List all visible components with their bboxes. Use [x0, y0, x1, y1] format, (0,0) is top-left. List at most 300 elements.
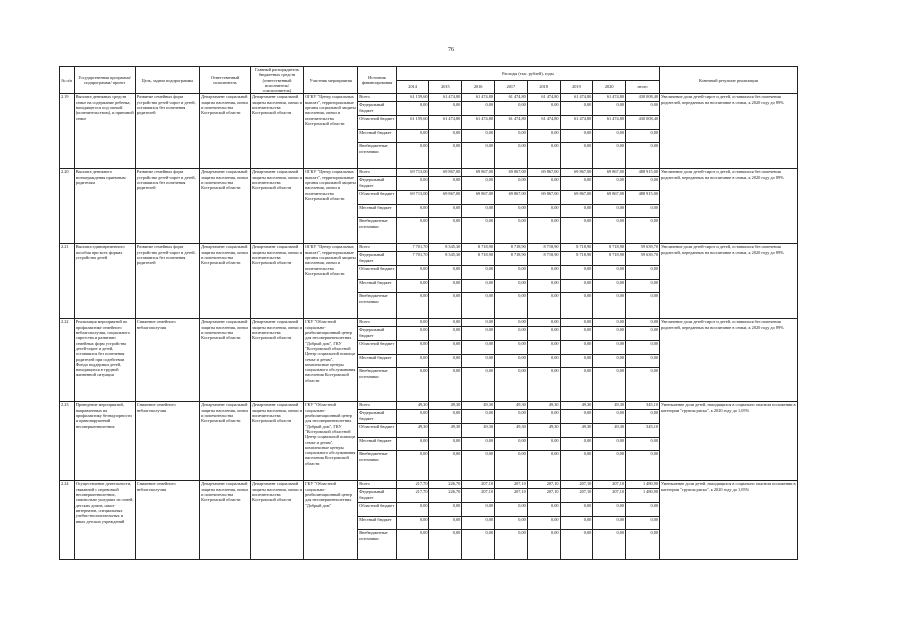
row-value: 49,30 — [396, 424, 429, 438]
row-value: 0,00 — [560, 517, 593, 530]
row-value: 0,00 — [560, 503, 593, 517]
row-value: 0,00 — [495, 280, 528, 293]
row-value: 0,00 — [593, 177, 626, 191]
row-value: 49,30 — [462, 402, 495, 410]
row-value: 7 701,70 — [396, 252, 429, 266]
row-value: 0,00 — [560, 319, 593, 327]
row-value: 0,00 — [462, 205, 495, 218]
row-value: 430 008,40 — [626, 94, 660, 102]
row-value: 0,00 — [462, 451, 495, 481]
row-value: 0,00 — [560, 451, 593, 481]
row-value: 207,10 — [560, 489, 593, 503]
row-value: 0,00 — [560, 368, 593, 402]
row-value: 0,00 — [462, 327, 495, 341]
row-source: Внебюджетные источники — [358, 293, 396, 319]
row-goal: Снижение семейного неблагополучия — [135, 481, 199, 560]
row-value: 8 718,90 — [560, 244, 593, 252]
header-year: 2019 — [560, 80, 593, 94]
row-value: 0,00 — [560, 102, 593, 116]
row-value: 226,70 — [429, 489, 462, 503]
row-value: 0,00 — [527, 102, 560, 116]
row-value: 0,00 — [396, 266, 429, 280]
row-source: Областной бюджет — [358, 503, 396, 517]
row-number: 2.22 — [60, 319, 75, 402]
row-value: 0,00 — [560, 327, 593, 341]
row-value: 0,00 — [429, 293, 462, 319]
row-result: Уменьшение доли детей, находящихся в социально опасном положении в категории "группы риска", к 2020 году до 1,05% — [660, 481, 798, 560]
row-source: Местный бюджет — [358, 355, 396, 368]
row-value: 8 718,90 — [462, 244, 495, 252]
row-value: 0,00 — [593, 368, 626, 402]
row-value: 0,00 — [462, 438, 495, 451]
row-value: 0,00 — [626, 341, 660, 355]
row-value: 8 718,90 — [527, 252, 560, 266]
row-source: Внебюджетные источники — [358, 218, 396, 244]
row-value: 0,00 — [396, 177, 429, 191]
row-value: 61 474,80 — [560, 116, 593, 130]
row-value: 0,00 — [462, 143, 495, 169]
row-value: 0,00 — [593, 451, 626, 481]
row-value: 0,00 — [462, 266, 495, 280]
row-value: 0,00 — [495, 319, 528, 327]
row-value: 217,70 — [396, 489, 429, 503]
row-value: 488 915,00 — [626, 191, 660, 205]
row-value: 59 639,70 — [626, 244, 660, 252]
row-value: 345,10 — [626, 402, 660, 410]
row-value: 0,00 — [527, 451, 560, 481]
header-goal: Цель, задачи подпрограммы — [135, 67, 199, 94]
row-number: 2.24 — [60, 481, 75, 560]
row-value: 61 474,80 — [462, 94, 495, 102]
row-value: 61 474,80 — [560, 94, 593, 102]
row-responsible: Департамент социальной защиты населения, опеки и попечительства Костромской области — [200, 319, 251, 402]
row-value: 0,00 — [495, 355, 528, 368]
row-value: 0,00 — [495, 451, 528, 481]
row-value: 8 718,90 — [527, 244, 560, 252]
row-value: 0,00 — [527, 293, 560, 319]
row-value: 0,00 — [429, 177, 462, 191]
row-value: 0,00 — [593, 517, 626, 530]
row-value: 69 867,00 — [429, 169, 462, 177]
row-source: Внебюджетные источники — [358, 530, 396, 560]
row-value: 0,00 — [593, 293, 626, 319]
row-number: 2.19 — [60, 94, 75, 169]
row-source: Всего — [358, 402, 396, 410]
row-value: 0,00 — [396, 517, 429, 530]
header-responsible: Ответственный исполнитель — [200, 67, 251, 94]
row-program: Выплата денежного вознаграждения приемным родителям — [74, 169, 135, 244]
row-value: 0,00 — [527, 517, 560, 530]
row-value: 0,00 — [396, 327, 429, 341]
row-value: 0,00 — [429, 102, 462, 116]
row-value: 0,00 — [593, 327, 626, 341]
row-value: 61 474,80 — [495, 94, 528, 102]
row-value: 0,00 — [495, 266, 528, 280]
header-program: Государственная программа/подпрограмма/ проект — [74, 67, 135, 94]
table-row — [60, 169, 798, 177]
row-participants: ОГКУ "Центр социальных выплат", территориальные органы социальной защиты населения, опеки и попечительства Костромской области — [304, 169, 358, 244]
row-value: 0,00 — [462, 218, 495, 244]
row-value: 0,00 — [495, 218, 528, 244]
header-num: № п/п — [60, 67, 75, 94]
row-number: 2.23 — [60, 402, 75, 481]
row-source: Областной бюджет — [358, 266, 396, 280]
row-value: 0,00 — [593, 143, 626, 169]
row-value: 0,00 — [593, 319, 626, 327]
row-value: 0,00 — [462, 517, 495, 530]
row-value: 69 867,00 — [527, 169, 560, 177]
row-value: 0,00 — [527, 327, 560, 341]
row-value: 0,00 — [462, 177, 495, 191]
row-value: 49,30 — [396, 402, 429, 410]
row-value: 69 867,00 — [495, 191, 528, 205]
row-value: 8 718,90 — [560, 252, 593, 266]
row-result: Уменьшение доли детей, находящихся в социально опасном положении в категории "группы риска", к 2020 году до 1,05% — [660, 402, 798, 481]
row-value: 0,00 — [527, 355, 560, 368]
row-value: 0,00 — [626, 327, 660, 341]
row-value: 0,00 — [560, 280, 593, 293]
row-number: 2.20 — [60, 169, 75, 244]
row-value: 0,00 — [626, 355, 660, 368]
row-source: Внебюджетные источники — [358, 143, 396, 169]
row-value: 0,00 — [527, 205, 560, 218]
row-value: 61 159,60 — [396, 94, 429, 102]
header-manager: Главный распорядитель бюджетных средств (ответственный исполнитель/соисполнитель) — [250, 67, 303, 94]
row-value: 0,00 — [462, 102, 495, 116]
row-value: 0,00 — [495, 530, 528, 560]
row-source: Всего — [358, 319, 396, 327]
row-value: 0,00 — [626, 266, 660, 280]
table-row — [60, 319, 798, 327]
row-source: Федеральный бюджет — [358, 252, 396, 266]
row-value: 0,00 — [626, 177, 660, 191]
row-value: 8 718,90 — [593, 252, 626, 266]
row-value: 0,00 — [429, 280, 462, 293]
row-value: 0,00 — [626, 410, 660, 424]
row-value: 0,00 — [429, 327, 462, 341]
row-value: 0,00 — [462, 280, 495, 293]
row-value: 0,00 — [527, 143, 560, 169]
row-participants: ГКУ "Областной социально-реабилитационный центр для несовершеннолетних "Добрый дом", ГКУ "Костромской областной Центр социальной помощи семье и детям", комплексные центры социального обслуживания населения Костромской области — [304, 319, 358, 402]
page-number: 76 — [448, 47, 454, 53]
header-year: 2020 — [593, 80, 626, 94]
row-source: Всего — [358, 169, 396, 177]
row-value: 488 915,00 — [626, 169, 660, 177]
row-manager: Департамент социальной защиты населения, опеки и попечительства Костромской области — [250, 169, 303, 244]
row-result: Увеличение доли детей-сирот и детей, оставшихся без попечения родителей, переданных на воспитание в семьи, к 2020 году до 89% — [660, 244, 798, 319]
row-value: 0,00 — [527, 503, 560, 517]
row-value: 0,00 — [527, 280, 560, 293]
row-value: 0,00 — [462, 293, 495, 319]
row-value: 7 701,70 — [396, 244, 429, 252]
row-goal: Развитие семейных форм устройства детей-сирот и детей, оставшихся без попечения родителей — [135, 169, 199, 244]
row-value: 0,00 — [626, 293, 660, 319]
row-value: 207,10 — [462, 489, 495, 503]
row-value: 0,00 — [396, 438, 429, 451]
row-value: 49,30 — [527, 402, 560, 410]
row-value: 69 867,00 — [495, 169, 528, 177]
row-value: 0,00 — [593, 530, 626, 560]
row-value: 207,10 — [462, 481, 495, 489]
row-value: 49,30 — [560, 402, 593, 410]
row-value: 0,00 — [495, 327, 528, 341]
row-value: 0,00 — [396, 280, 429, 293]
row-value: 0,00 — [593, 102, 626, 116]
row-value: 0,00 — [626, 368, 660, 402]
row-value: 0,00 — [429, 517, 462, 530]
row-value: 0,00 — [495, 410, 528, 424]
row-value: 0,00 — [527, 368, 560, 402]
row-number: 2.21 — [60, 244, 75, 319]
row-responsible: Департамент социальной защиты населения, опеки и попечительства Костромской области — [200, 94, 251, 169]
header-year: 2015 — [429, 80, 462, 94]
row-value: 0,00 — [495, 130, 528, 143]
row-responsible: Департамент социальной защиты населения, опеки и попечительства Костромской области — [200, 169, 251, 244]
row-value: 59 639,70 — [626, 252, 660, 266]
row-value: 207,10 — [495, 489, 528, 503]
row-value: 0,00 — [626, 503, 660, 517]
row-value: 69 867,00 — [560, 191, 593, 205]
row-source: Федеральный бюджет — [358, 102, 396, 116]
row-source: Федеральный бюджет — [358, 410, 396, 424]
header-year: 2016 — [462, 80, 495, 94]
row-value: 49,30 — [495, 424, 528, 438]
row-value: 0,00 — [560, 293, 593, 319]
row-value: 61 474,80 — [462, 116, 495, 130]
row-value: 207,10 — [527, 481, 560, 489]
row-value: 0,00 — [429, 319, 462, 327]
row-value: 0,00 — [527, 319, 560, 327]
row-value: 0,00 — [560, 177, 593, 191]
row-value: 0,00 — [626, 451, 660, 481]
row-value: 0,00 — [593, 438, 626, 451]
row-value: 0,00 — [396, 102, 429, 116]
row-participants: ГКУ "Областной социально-реабилитационный центр для несовершеннолетних "Добрый дом" — [304, 481, 358, 560]
row-value: 8 718,90 — [495, 244, 528, 252]
row-value: 0,00 — [495, 143, 528, 169]
row-value: 0,00 — [495, 517, 528, 530]
row-value: 0,00 — [429, 438, 462, 451]
row-source: Федеральный бюджет — [358, 327, 396, 341]
row-source: Всего — [358, 94, 396, 102]
row-value: 0,00 — [593, 355, 626, 368]
row-responsible: Департамент социальной защиты населения, опеки и попечительства Костромской области — [200, 481, 251, 560]
row-program: Выплата денежных средств семье на содержание ребенка, находящегося под опекой (попечительством), и приемной семье — [74, 94, 135, 169]
row-value: 49,30 — [429, 424, 462, 438]
row-manager: Департамент социальной защиты населения, опеки и попечительства Костромской области — [250, 402, 303, 481]
row-goal: Снижение семейного неблагополучия — [135, 319, 199, 402]
row-value: 0,00 — [396, 341, 429, 355]
row-value: 0,00 — [429, 368, 462, 402]
row-value: 0,00 — [462, 368, 495, 402]
row-program: Реализация мероприятий по профилактике семейного неблагополучия, социального сиротства и развитию семейных форм устройства детей-сирот и детей, оставшихся без попечения родителей при содействии Фонда поддержки детей, находящихся в трудной жизненной ситуации — [74, 319, 135, 402]
row-value: 0,00 — [429, 205, 462, 218]
row-value: 69 867,00 — [560, 169, 593, 177]
table-body — [60, 94, 798, 560]
row-program: Проведение мероприятий, направленных на профилактику безнадзорности и правонарушений несовершеннолетних — [74, 402, 135, 481]
row-source: Местный бюджет — [358, 205, 396, 218]
header-source: Источник финансирования — [358, 67, 396, 94]
row-value: 0,00 — [626, 517, 660, 530]
row-value: 61 474,80 — [593, 94, 626, 102]
row-value: 0,00 — [429, 410, 462, 424]
row-goal: Развитие семейных форм устройства детей-сирот и детей, оставшихся без попечения родителей — [135, 94, 199, 169]
row-value: 49,30 — [495, 402, 528, 410]
row-source: Местный бюджет — [358, 280, 396, 293]
row-value: 0,00 — [527, 341, 560, 355]
row-value: 0,00 — [429, 266, 462, 280]
row-value: 0,00 — [429, 355, 462, 368]
row-value: 0,00 — [560, 341, 593, 355]
row-value: 0,00 — [495, 368, 528, 402]
row-manager: Департамент социальной защиты населения, опеки и попечительства Костромской области — [250, 244, 303, 319]
row-value: 0,00 — [462, 530, 495, 560]
row-value: 0,00 — [560, 266, 593, 280]
row-value: 0,00 — [396, 503, 429, 517]
row-value: 49,30 — [560, 424, 593, 438]
row-value: 69 867,00 — [593, 169, 626, 177]
row-value: 0,00 — [495, 102, 528, 116]
program-table — [59, 66, 798, 560]
row-value: 61 474,80 — [429, 116, 462, 130]
row-value: 61 159,60 — [396, 116, 429, 130]
row-value: 0,00 — [560, 438, 593, 451]
row-value: 61 474,80 — [527, 116, 560, 130]
row-value: 430 008,40 — [626, 116, 660, 130]
table-row — [60, 481, 798, 489]
row-value: 1 480,90 — [626, 481, 660, 489]
row-source: Областной бюджет — [358, 116, 396, 130]
row-value: 0,00 — [527, 130, 560, 143]
row-value: 8 718,90 — [495, 252, 528, 266]
table-row — [60, 402, 798, 410]
row-value: 0,00 — [495, 293, 528, 319]
row-value: 69 867,00 — [462, 169, 495, 177]
row-value: 0,00 — [626, 218, 660, 244]
row-value: 8 345,30 — [429, 252, 462, 266]
row-value: 0,00 — [560, 205, 593, 218]
row-goal: Развитие семейных форм устройства детей-сирот и детей, оставшихся без попечения родителей — [135, 244, 199, 319]
table-row — [60, 94, 798, 102]
row-value: 345,10 — [626, 424, 660, 438]
row-participants: ГКУ "Областной социально-реабилитационный центр для несовершеннолетних "Добрый дом", ГКУ "Костромской областной Центр социальной помощи семье и детям", комплексные центры социального обслуживания населения Костромской области — [304, 402, 358, 481]
row-source: Внебюджетные источники — [358, 368, 396, 402]
row-value: 0,00 — [626, 205, 660, 218]
row-program: Выплата единовременного пособия при всех формах устройства детей — [74, 244, 135, 319]
row-value: 0,00 — [396, 368, 429, 402]
row-value: 0,00 — [626, 319, 660, 327]
row-value: 207,10 — [560, 481, 593, 489]
row-value: 69 867,00 — [527, 191, 560, 205]
header-year: 2018 — [527, 80, 560, 94]
row-value: 0,00 — [396, 451, 429, 481]
row-source: Областной бюджет — [358, 191, 396, 205]
row-value: 0,00 — [560, 410, 593, 424]
row-value: 0,00 — [462, 341, 495, 355]
row-value: 226,70 — [429, 481, 462, 489]
row-program: Осуществление деятельности, связанной с перевозкой несовершеннолетних, самовольно ушедших из семей, детских домов, школ-интернатов, специальных учебно-воспитательных и иных детских учреждений — [74, 481, 135, 560]
row-value: 0,00 — [593, 280, 626, 293]
row-value: 0,00 — [593, 266, 626, 280]
row-value: 0,00 — [527, 218, 560, 244]
row-value: 61 474,80 — [495, 116, 528, 130]
row-value: 49,30 — [429, 402, 462, 410]
row-value: 1 480,90 — [626, 489, 660, 503]
row-value: 61 474,80 — [429, 94, 462, 102]
row-participants: ОГКУ "Центр социальных выплат", территориальные органы социальной защиты населения, опеки и попечительства Костромской области — [304, 94, 358, 169]
row-value: 0,00 — [593, 341, 626, 355]
table-header — [60, 67, 798, 94]
row-value: 0,00 — [560, 143, 593, 169]
header-year: 2017 — [495, 80, 528, 94]
row-value: 0,00 — [462, 503, 495, 517]
row-source: Всего — [358, 244, 396, 252]
row-manager: Департамент социальной защиты населения, опеки и попечительства Костромской области — [250, 94, 303, 169]
header-result: Конечный результат реализации — [660, 67, 798, 94]
row-value: 0,00 — [396, 293, 429, 319]
row-value: 69 867,00 — [429, 191, 462, 205]
row-value: 69 713,00 — [396, 191, 429, 205]
row-value: 0,00 — [429, 451, 462, 481]
row-source: Внебюджетные источники — [358, 451, 396, 481]
row-result: Увеличение доли детей-сирот и детей, оставшихся без попечения родителей, переданных на воспитание в семьи, к 2020 году до 89% — [660, 319, 798, 402]
row-value: 0,00 — [396, 530, 429, 560]
row-value: 0,00 — [626, 530, 660, 560]
row-value: 8 718,90 — [462, 252, 495, 266]
row-value: 0,00 — [462, 355, 495, 368]
row-value: 0,00 — [429, 341, 462, 355]
header-year: 2014 — [396, 80, 429, 94]
row-value: 0,00 — [429, 130, 462, 143]
row-value: 0,00 — [396, 410, 429, 424]
row-value: 0,00 — [560, 130, 593, 143]
row-value: 0,00 — [527, 438, 560, 451]
row-value: 49,30 — [462, 424, 495, 438]
row-value: 0,00 — [527, 177, 560, 191]
row-value: 207,10 — [593, 481, 626, 489]
row-value: 0,00 — [626, 280, 660, 293]
row-value: 0,00 — [462, 410, 495, 424]
row-value: 69 867,00 — [593, 191, 626, 205]
row-value: 0,00 — [429, 530, 462, 560]
row-value: 0,00 — [527, 530, 560, 560]
row-value: 0,00 — [429, 503, 462, 517]
row-value: 0,00 — [429, 218, 462, 244]
row-value: 0,00 — [396, 319, 429, 327]
row-value: 0,00 — [396, 355, 429, 368]
row-value: 207,10 — [593, 489, 626, 503]
row-value: 0,00 — [495, 177, 528, 191]
header-year: итого — [626, 80, 660, 94]
row-participants: ОГКУ "Центр социальных выплат", территориальные органы социальной защиты населения, опеки и попечительства Костромской области — [304, 244, 358, 319]
row-manager: Департамент социальной защиты населения, опеки и попечительства Костромской области — [250, 319, 303, 402]
row-value: 49,30 — [527, 424, 560, 438]
row-value: 0,00 — [593, 218, 626, 244]
row-value: 217,70 — [396, 481, 429, 489]
row-value: 0,00 — [527, 410, 560, 424]
row-value: 61 474,80 — [527, 94, 560, 102]
row-value: 0,00 — [527, 266, 560, 280]
row-value: 0,00 — [626, 130, 660, 143]
row-value: 0,00 — [626, 438, 660, 451]
row-value: 0,00 — [462, 130, 495, 143]
row-value: 0,00 — [560, 530, 593, 560]
row-value: 0,00 — [495, 205, 528, 218]
row-value: 8 718,90 — [593, 244, 626, 252]
row-value: 0,00 — [593, 410, 626, 424]
row-source: Федеральный бюджет — [358, 489, 396, 503]
row-value: 0,00 — [396, 143, 429, 169]
